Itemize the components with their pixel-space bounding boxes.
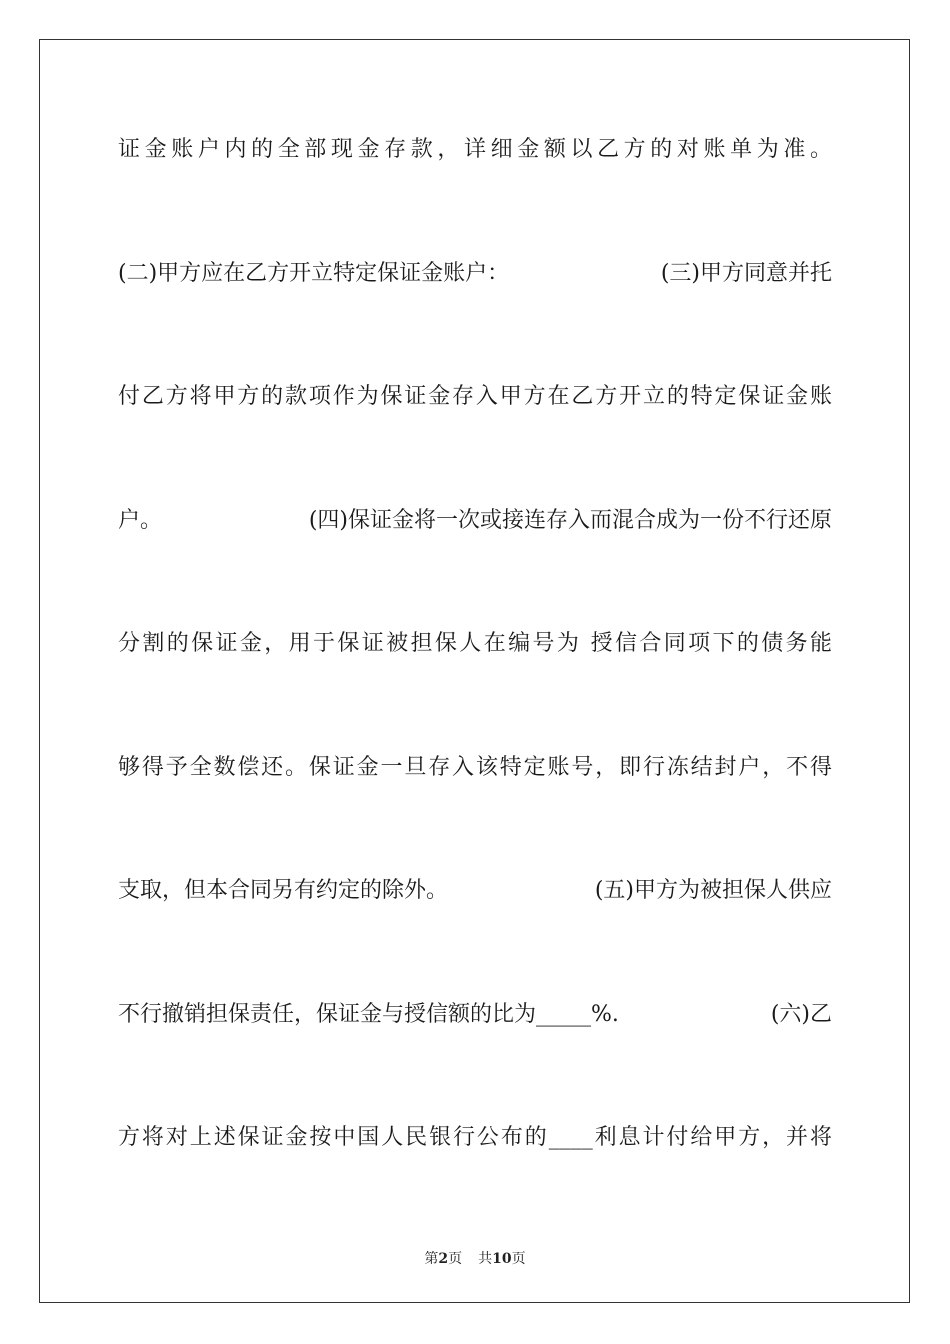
- text-line-5: [118, 614, 832, 738]
- footer-page-prefix: 第: [424, 1251, 439, 1267]
- page-number: 2: [438, 1251, 449, 1267]
- footer-total-prefix: 共: [478, 1251, 493, 1267]
- text-line-8: [118, 985, 832, 1109]
- text-segment: 证金账户内的全部现金存款，详细金额以乙方的对账单为准。: [118, 137, 832, 162]
- text-line-6: [118, 738, 832, 862]
- contract-body: [118, 120, 832, 1232]
- clause-three-end: 户。: [118, 507, 163, 533]
- text-line-4: [118, 491, 832, 615]
- clause-four-end: 支取，但本合同另有约定的除外。: [118, 878, 449, 903]
- clause-four-start: (四)保证金将一次或接连存入而混合成为一份不行还原: [308, 507, 832, 533]
- text-line-9: [118, 1108, 832, 1232]
- footer-page-suffix: 页: [448, 1251, 463, 1267]
- text-line-7: [118, 861, 832, 985]
- clause-five-start: (五)甲方为被担保人供应: [594, 878, 832, 903]
- text-segment: 分割的保证金，用于保证被担保人在编号为 授信合同项下的债务能: [118, 631, 832, 656]
- text-line-2: [118, 244, 832, 368]
- text-line-1: [118, 120, 832, 244]
- clause-three-start: (三)甲方同意并托: [660, 260, 832, 286]
- page-footer: [0, 1248, 950, 1268]
- text-line-3: [118, 367, 832, 491]
- text-segment: 够得予全数偿还。保证金一旦存入该特定账号，即行冻结封户，不得: [118, 754, 832, 780]
- clause-two: (二)甲方应在乙方开立特定保证金账户：: [118, 260, 510, 286]
- text-segment: 付乙方将甲方的款项作为保证金存入甲方在乙方开立的特定保证金账: [118, 384, 832, 409]
- footer-total-suffix: 页: [511, 1251, 526, 1267]
- clause-five-end: 不行撤销担保责任，保证金与授信额的比为_____%.: [118, 1001, 619, 1027]
- text-segment: 方将对上述保证金按中国人民银行公布的____利息计付给甲方，并将: [118, 1125, 832, 1150]
- total-pages: 10: [492, 1251, 512, 1267]
- clause-six-start: (六)乙: [770, 1001, 832, 1027]
